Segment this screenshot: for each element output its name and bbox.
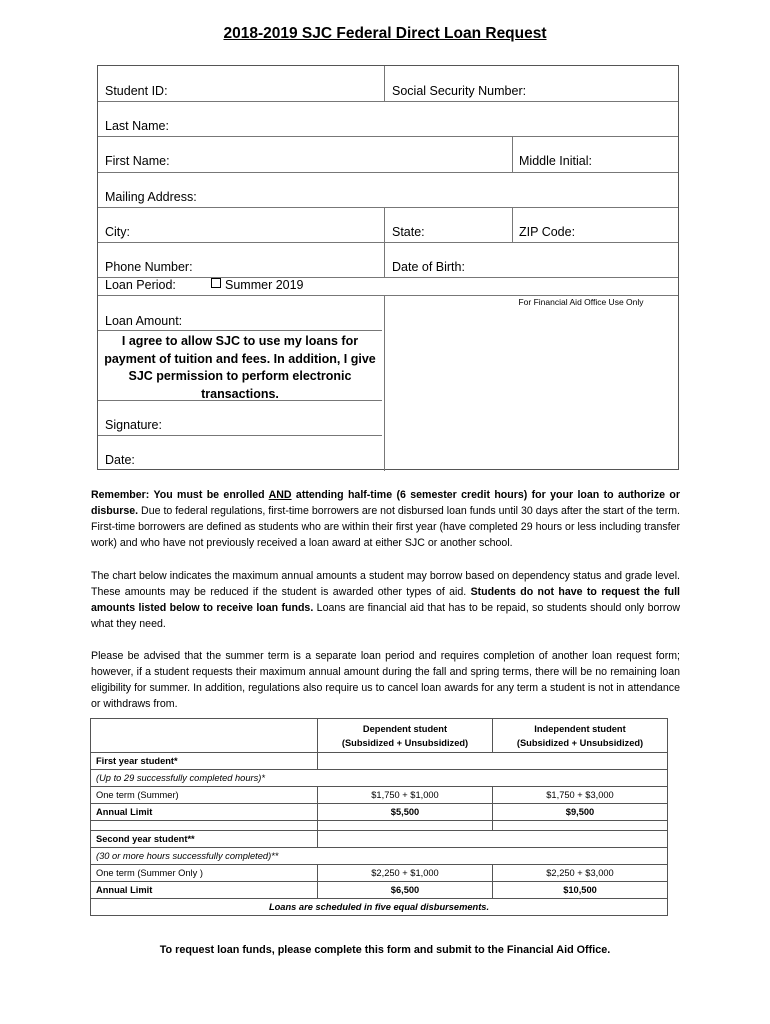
p2-a: The chart below indicates the maximum annual amounts a student may borrow based on dependency status and grade level. These amounts may be reduced if the student is awarded other types of aid. (91, 570, 680, 598)
first-year-note: (Up to 29 successfully completed hours)* (91, 770, 668, 787)
second-year-annual-dep: $6,500 (318, 882, 493, 899)
last-name-label: Last Name: (105, 119, 169, 133)
first-year-annual-dep: $5,500 (318, 804, 493, 821)
first-year-term-dep: $1,750 + $1,000 (318, 787, 493, 804)
student-id-label: Student ID: (105, 84, 168, 98)
summer-option-label: Summer 2019 (225, 278, 304, 292)
submission-instruction: To request loan funds, please complete this form and submit to the Financial Aid Office. (159, 944, 611, 956)
p2-bold: Students do not have to request the full amounts listed below to receive loan funds. (91, 586, 680, 614)
loan-request-form (97, 65, 679, 470)
middle-initial-label: Middle Initial: (519, 154, 592, 168)
zip-label: ZIP Code: (519, 225, 576, 239)
paragraph-chart-info (91, 568, 680, 632)
loan-amount-label: Loan Amount: (105, 314, 183, 328)
mailing-address-label: Mailing Address: (105, 190, 197, 204)
first-year-heading: First year student* (91, 753, 318, 770)
p1-bold-a: Remember: You must be enrolled (91, 489, 269, 501)
office-use-note: For Financial Aid Office Use Only (518, 297, 644, 307)
state-label: State: (392, 225, 425, 239)
table-row (91, 848, 668, 865)
phone-label: Phone Number: (105, 260, 193, 274)
first-year-annual-ind: $9,500 (493, 804, 668, 821)
page-title: 2018-2019 SJC Federal Direct Loan Request (223, 25, 547, 42)
p1-rest: Due to federal regulations, first-time borrowers are not disbursed loan funds until 30 days after the start of the term. First-time borrowers are defined as students who are within their first year (have completed 29 hours or less including transfer work) and who have not previously received a loan award at either SJC or another school. (91, 505, 680, 549)
table-row (91, 770, 668, 787)
header-dependent: Dependent student (Subsidized + Unsubsidized) (318, 719, 493, 753)
loan-limits-table (90, 718, 668, 916)
table-row (91, 882, 668, 899)
table-row (91, 804, 668, 821)
second-year-term-label: One term (Summer Only ) (91, 865, 318, 882)
dob-label: Date of Birth: (392, 260, 465, 274)
first-name-label: First Name: (105, 154, 170, 168)
second-year-term-dep: $2,250 + $1,000 (318, 865, 493, 882)
date-label: Date: (105, 453, 135, 467)
second-year-term-ind: $2,250 + $3,000 (493, 865, 668, 882)
table-header-row (91, 719, 668, 753)
header-independent: Independent student (Subsidized + Unsubsidized) (493, 719, 668, 753)
paragraph-enrollment (91, 487, 680, 551)
p1-bold-b: attending half-time (6 semester credit hours) for your loan to authorize or disburse. (91, 489, 680, 517)
first-year-term-label: One term (Summer) (91, 787, 318, 804)
p1-bold-and: AND (268, 489, 292, 501)
table-row (91, 787, 668, 804)
table-row (91, 865, 668, 882)
table-footnote: Loans are scheduled in five equal disbursements. (91, 899, 668, 916)
first-year-term-ind: $1,750 + $3,000 (493, 787, 668, 804)
summer-option[interactable] (211, 278, 304, 292)
paragraph-summer: Please be advised that the summer term is a separate loan period and requires completion of another loan request form; however, if a student requests their maximum annual amount during the fall and spring terms, there will be no remaining loan eligibility for summer. In addition, regulations also require us to cancel loan awards for any term a student is not in attendance or withdraws from. (91, 650, 680, 710)
signature-label: Signature: (105, 418, 162, 432)
table-row (91, 753, 668, 770)
loan-period-label: Loan Period: (105, 278, 176, 292)
city-label: City: (105, 225, 130, 239)
second-year-annual-ind: $10,500 (493, 882, 668, 899)
second-year-annual-label: Annual Limit (91, 882, 318, 899)
table-spacer-row (91, 821, 668, 831)
agreement-text: I agree to allow SJC to use my loans for payment of tuition and fees. In addition, I give SJC permission to perform electronic transactions. (104, 334, 376, 401)
table-row (91, 831, 668, 848)
second-year-note: (30 or more hours successfully completed)** (91, 848, 668, 865)
ssn-label: Social Security Number: (392, 84, 527, 98)
first-year-annual-label: Annual Limit (91, 804, 318, 821)
p2-b: Loans are financial aid that has to be repaid, so students should only borrow what they need. (91, 602, 680, 630)
checkbox-icon[interactable] (211, 278, 221, 288)
second-year-heading: Second year student** (91, 831, 318, 848)
table-row (91, 899, 668, 916)
